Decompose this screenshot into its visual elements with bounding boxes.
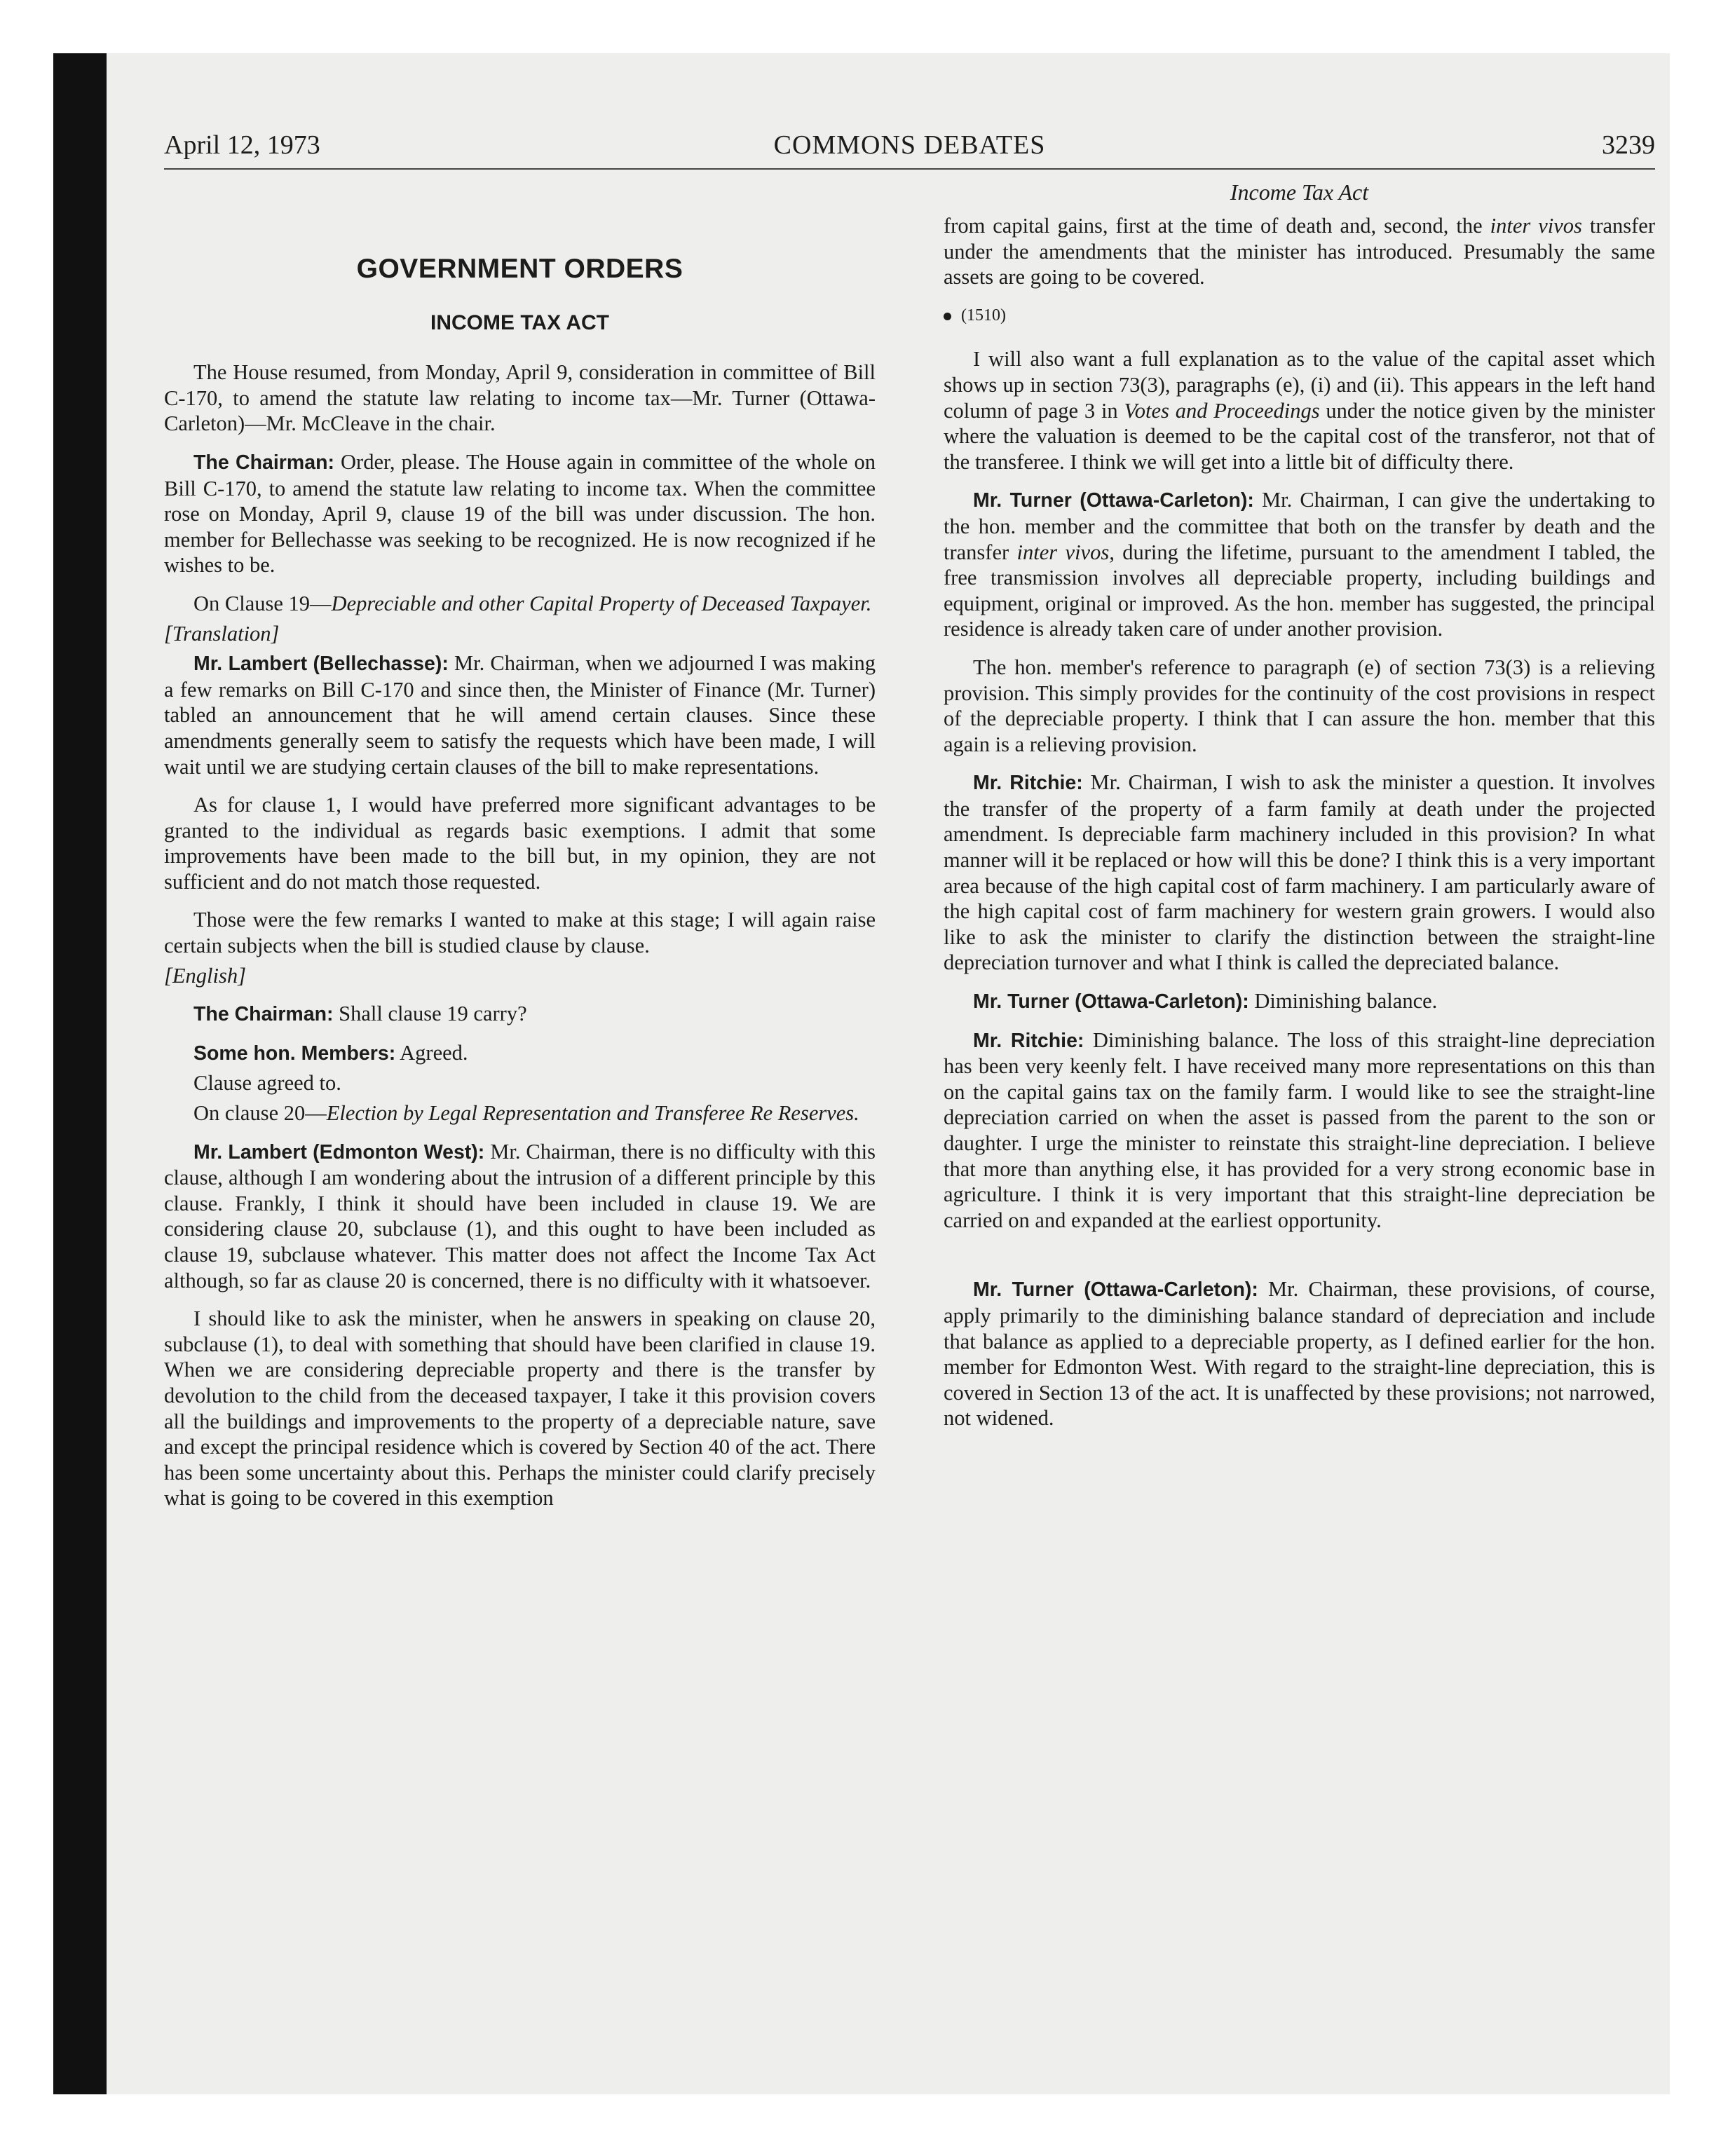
speaker-name: Mr. Ritchie: [973, 1029, 1084, 1052]
clause-title: Election by Legal Representation and Transferee Re Reserves. [326, 1101, 859, 1126]
paragraph-text: from capital gains, first at the time of death and, second, the [944, 214, 1490, 238]
speech [164, 1040, 876, 1067]
speech-text: Mr. Chairman, there is no difficulty with this clause, although I am wondering about the intrusion of a different principle by this clause. Frankly, I think it should have been included in clause 19. We are considering clause 20, subclause (1), and this ought to have been included as clause 19, subclause whatever. This matter does not affect the Income Tax Act although, so far as clause 20 is concerned, there is no difficulty with it whatsoever. [164, 1139, 876, 1292]
section-heading: GOVERNMENT ORDERS [356, 254, 683, 284]
speech [944, 487, 1655, 642]
binding-edge [53, 53, 107, 2094]
paragraph [164, 1306, 876, 1511]
timestamp-marker [944, 303, 1655, 329]
left-column [164, 178, 876, 1524]
paragraph-text: The House resumed, from Monday, April 9, consideration in committee of Bill C-170, to amend the statute law relating to income tax—Mr. Turner (Ottawa-Carleton)—Mr. McCleave in the chair. [164, 360, 876, 436]
page-header [164, 122, 1655, 170]
speaker-name: The Chairman: [193, 1003, 334, 1026]
paragraph-text: The hon. member's reference to paragraph (e) of section 73(3) is a relieving provision. This simply provides for the continuity of the cost provisions in respect of the depreciable property. I think that I can assure the hon. member that this again is a relieving provision. [944, 655, 1655, 756]
clause-heading [164, 1100, 876, 1126]
paragraph-text: transfer under the amendments that the minister has introduced. Presumably the same assets are going to be covered. [944, 214, 1656, 289]
running-head: Income Tax Act [1230, 179, 1369, 205]
paragraph-text: As for clause 1, I would have preferred more significant advantages to be granted to the individual as regards basic exemptions. I admit that some improvements have been made to the bill but, in my opinion, they are not sufficient and do not match those requested. [164, 793, 876, 894]
subsection-heading: INCOME TAX ACT [430, 311, 609, 334]
clause-heading [164, 591, 876, 617]
speech-text: Diminishing balance. [1248, 989, 1438, 1014]
header-date: April 12, 1973 [164, 130, 320, 160]
paragraph-text: I should like to ask the minister, when he answers in speaking on clause 20, subclause (1), to deal with something that should have been clarified in clause 19. When we are considering depreciable property and there is the transfer by devolution to the child from the deceased taxpayer, I take it this provision covers all the buildings and improvements to the property of a depreciable nature, save and except the principal residence which is covered by Section 40 of the act. There has been some uncertainty about this. Perhaps the minister could clarify precisely what is going to be covered in this exemption [164, 1306, 876, 1510]
italic-term: Votes and Proceedings [1124, 398, 1320, 423]
speaker-name: Mr. Turner (Ottawa-Carleton): [973, 489, 1254, 512]
timestamp: (1510) [961, 306, 1006, 325]
speaker-name: Mr. Lambert (Edmonton West): [193, 1140, 485, 1164]
speaker-name: Mr. Turner (Ottawa-Carleton): [973, 1278, 1258, 1302]
speech [944, 770, 1655, 976]
paragraph [944, 213, 1655, 290]
spacer [944, 1246, 1655, 1276]
speech [164, 1139, 876, 1294]
speech-text: Mr. Chairman, I can give the undertaking to the hon. member and the committee that both on the transfer by death and the transfer [944, 488, 1655, 564]
clause-title: Depreciable and other Capital Property of Deceased Taxpayer. [331, 591, 872, 615]
english-label: [English] [164, 963, 246, 988]
speech [164, 1001, 876, 1028]
speech [164, 650, 876, 779]
paragraph [164, 1070, 876, 1096]
clause-prefix: On Clause 19— [193, 591, 332, 615]
paragraph-text: Clause agreed to. [193, 1071, 341, 1096]
page-number: 3239 [1602, 130, 1655, 160]
speaker-name: Mr. Ritchie: [973, 772, 1083, 795]
paragraph-text: under the notice given by the minister where the valuation is deemed to be the capital cost of the transferor, not that of the transferee. I think we will get into a little bit of difficulty there. [944, 398, 1655, 474]
speaker-name: The Chairman: [193, 451, 334, 474]
paragraph [944, 655, 1655, 757]
speaker-name: Some hon. Members: [193, 1042, 396, 1065]
speaker-name: Mr. Turner (Ottawa-Carleton): [973, 990, 1249, 1014]
speech-text: Diminishing balance. The loss of this straight-line depreciation has been very keenly felt. I have received many more representations on this than on the capital gains tax on the family farm. I would like to see the straight-line depreciation carried on when the asset is passed from the parent to the son or daughter. I urge the minister to reinstate this straight-line depreciation. I believe that more than anything else, it has provided for a very strong economic base in agriculture. I think it is very important that this straight-line depreciation be carried on and expanded at the earliest opportunity. [944, 1028, 1656, 1232]
speech [164, 449, 876, 578]
speech-text: Mr. Chairman, these provisions, of course, apply primarily to the diminishing balance standard of depreciation and include that balance as applied to a depreciable property, as I defined earlier for the hon. member for Edmonton West. With regard to the straight-line depreciation, this is covered in Section 13 of the act. It is unaffected by these provisions; not narrowed, not widened. [944, 1277, 1655, 1431]
clause-prefix: On clause 20— [193, 1101, 327, 1126]
speech [944, 1276, 1655, 1431]
speech-text: Agreed. [395, 1040, 468, 1065]
speaker-name: Mr. Lambert (Bellechasse): [193, 653, 449, 676]
paragraph [164, 907, 876, 958]
speech-text: Shall clause 19 carry? [333, 1002, 527, 1026]
speech [944, 1028, 1655, 1234]
paragraph [164, 792, 876, 894]
italic-term: inter vivos, [1016, 540, 1115, 564]
speech-text: Order, please. The House again in committee of the whole on Bill C-170, to amend the statute law relating to income tax. When the committee rose on Monday, April 9, clause 19 of the bill was under discussion. The hon. member for Bellechasse was seeking to be recognized. He is now recognized if he wishes to be. [164, 449, 876, 578]
italic-term: inter vivos [1490, 214, 1582, 238]
right-column [944, 178, 1655, 1444]
translation-label: [Translation] [164, 621, 280, 646]
header-title: COMMONS DEBATES [773, 130, 1046, 160]
speech-text: during the lifetime, pursuant to the amendment I tabled, the free transmission involves all depreciable property, including buildings and equipment, original or improved. As the hon. member has suggested, the principal residence is already taken care of under another provision. [944, 540, 1655, 641]
paragraph-text: Those were the few remarks I wanted to make at this stage; I will again raise certain subjects when the bill is studied clause by clause. [164, 908, 876, 958]
paragraph [944, 346, 1655, 475]
paragraph-text: I will also want a full explanation as to the value of the capital asset which shows up in section 73(3), paragraphs (e), (i) and (ii). This appears in the left hand column of page 3 in [944, 347, 1655, 423]
scanned-page [53, 53, 1670, 2094]
paragraph [164, 360, 876, 437]
bullet-icon [944, 313, 951, 320]
speech-text: Mr. Chairman, I wish to ask the minister a question. It involves the transfer of the property of a farm family at death under the projected amendment. Is depreciable farm machinery included in this provision? In what manner will it be replaced or how will this be done? I think this is a very important area because of the high capital cost of farm machinery. I am particularly aware of the high capital cost of farm machinery for western grain growers. I would also like to ask the minister to clarify the distinction between the straight-line depreciation turnover and what I think is called the depreciated balance. [944, 770, 1656, 975]
speech [944, 988, 1655, 1015]
speech-text: Mr. Chairman, when we adjourned I was making a few remarks on Bill C-170 and since then, the Minister of Finance (Mr. Turner) tabled an announcement that he will amend certain clauses. Since these amendments generally seem to satisfy the requests which have been made, I will wait until we are studying certain clauses of the bill to make representations. [164, 651, 876, 779]
